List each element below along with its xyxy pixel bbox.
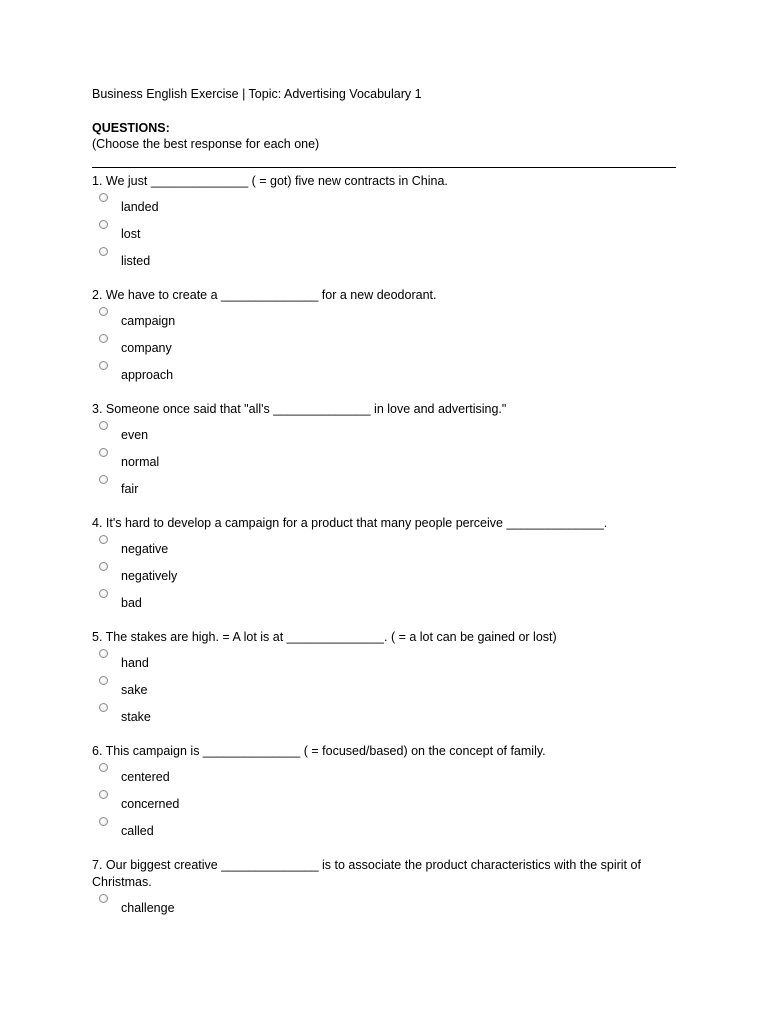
answer-option[interactable] — [92, 787, 676, 814]
page-title: Business English Exercise | Topic: Advertising Vocabulary 1 — [92, 87, 422, 101]
radio-button[interactable] — [99, 421, 108, 430]
answer-option[interactable] — [92, 244, 676, 271]
radio-button[interactable] — [99, 562, 108, 571]
answer-option[interactable] — [92, 646, 676, 673]
answer-option[interactable] — [92, 673, 676, 700]
question-text: 5. The stakes are high. = A lot is at ______________. ( = a lot can be gained or lost) — [92, 630, 557, 644]
radio-button[interactable] — [99, 220, 108, 229]
option-label[interactable]: even — [121, 428, 149, 442]
option-label[interactable]: negatively — [121, 569, 178, 583]
option-label[interactable]: approach — [121, 368, 174, 382]
question-4 — [92, 515, 676, 613]
radio-button[interactable] — [99, 649, 108, 658]
question-2 — [92, 287, 676, 385]
question-1 — [92, 173, 676, 271]
option-label[interactable]: listed — [121, 254, 151, 268]
question-7 — [92, 857, 676, 918]
answer-option[interactable] — [92, 891, 676, 918]
radio-button[interactable] — [99, 535, 108, 544]
answer-option[interactable] — [92, 418, 676, 445]
answer-option[interactable] — [92, 304, 676, 331]
radio-button[interactable] — [99, 247, 108, 256]
radio-button[interactable] — [99, 334, 108, 343]
radio-button[interactable] — [99, 307, 108, 316]
question-text: 6. This campaign is ______________ ( = focused/based) on the concept of family. — [92, 744, 546, 758]
option-label[interactable]: called — [121, 824, 154, 838]
radio-button[interactable] — [99, 448, 108, 457]
answer-option[interactable] — [92, 445, 676, 472]
option-label[interactable]: negative — [121, 542, 169, 556]
question-text: 2. We have to create a ______________ for a new deodorant. — [92, 288, 437, 302]
radio-button[interactable] — [99, 703, 108, 712]
option-label[interactable]: bad — [121, 596, 142, 610]
instructions-text: (Choose the best response for each one) — [92, 137, 320, 151]
option-label[interactable]: sake — [121, 683, 148, 697]
option-label[interactable]: centered — [121, 770, 170, 784]
option-label[interactable]: campaign — [121, 314, 176, 328]
option-label[interactable]: landed — [121, 200, 159, 214]
option-label[interactable]: lost — [121, 227, 141, 241]
radio-button[interactable] — [99, 475, 108, 484]
question-3 — [92, 401, 676, 499]
answer-option[interactable] — [92, 217, 676, 244]
answer-option[interactable] — [92, 532, 676, 559]
option-label[interactable]: challenge — [121, 901, 175, 915]
answer-option[interactable] — [92, 814, 676, 841]
answer-option[interactable] — [92, 472, 676, 499]
option-label[interactable]: company — [121, 341, 172, 355]
question-text: 3. Someone once said that "all's ______________ in love and advertising." — [92, 402, 507, 416]
answer-option[interactable] — [92, 559, 676, 586]
radio-button[interactable] — [99, 894, 108, 903]
radio-button[interactable] — [99, 790, 108, 799]
answer-option[interactable] — [92, 331, 676, 358]
option-label[interactable]: hand — [121, 656, 149, 670]
question-text: 1. We just ______________ ( = got) five new contracts in China. — [92, 174, 448, 188]
option-label[interactable]: fair — [121, 482, 139, 496]
radio-button[interactable] — [99, 763, 108, 772]
option-label[interactable]: stake — [121, 710, 151, 724]
option-label[interactable]: concerned — [121, 797, 180, 811]
radio-button[interactable] — [99, 361, 108, 370]
question-5 — [92, 629, 676, 727]
radio-button[interactable] — [99, 193, 108, 202]
questions-heading: QUESTIONS: — [92, 121, 170, 135]
question-text: 7. Our biggest creative ______________ is to associate the product characteristics with the spirit of Christmas. — [92, 858, 645, 889]
answer-option[interactable] — [92, 190, 676, 217]
answer-option[interactable] — [92, 760, 676, 787]
radio-button[interactable] — [99, 589, 108, 598]
answer-option[interactable] — [92, 358, 676, 385]
answer-option[interactable] — [92, 700, 676, 727]
radio-button[interactable] — [99, 817, 108, 826]
question-6 — [92, 743, 676, 841]
divider-line — [92, 167, 676, 168]
questions-header-block — [92, 120, 319, 152]
question-text: 4. It's hard to develop a campaign for a product that many people perceive ______________. — [92, 516, 608, 530]
answer-option[interactable] — [92, 586, 676, 613]
option-label[interactable]: normal — [121, 455, 160, 469]
radio-button[interactable] — [99, 676, 108, 685]
